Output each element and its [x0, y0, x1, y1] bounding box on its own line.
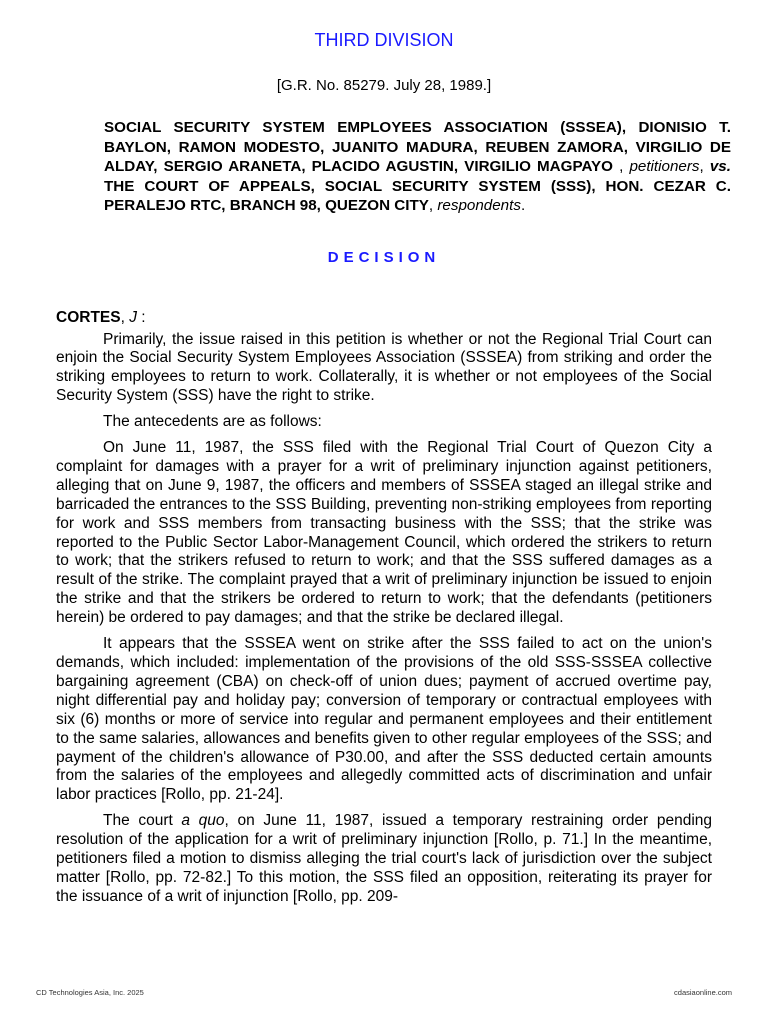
respondents-names: THE COURT OF APPEALS, SOCIAL SECURITY SYSTEM (SSS), HON. CEZAR C. PERALEJO RTC, BRANCH 98, QUEZON CITY [104, 177, 731, 214]
petitioners-names: SOCIAL SECURITY SYSTEM EMPLOYEES ASSOCIATION (SSSEA), DIONISIO T. BAYLON, RAMON MODESTO, JUANITO MADURA, REUBEN ZAMORA, VIRGILIO DE ALDAY, SERGIO ARANETA, PLACIDO AGUSTIN, VIRGILIO MAGPAYO [104, 119, 731, 175]
judge-title: J [129, 308, 137, 326]
case-number: [G.R. No. 85279. July 28, 1989.] [276, 77, 492, 94]
judge-name: CORTES [56, 308, 121, 326]
ponente: CORTES, J : [56, 308, 146, 326]
footer-copyright: CD Technologies Asia, Inc. 2025 [36, 988, 144, 997]
case-parties: SOCIAL SECURITY SYSTEM EMPLOYEES ASSOCIATION (SSSEA), DIONISIO T. BAYLON, RAMON MODESTO, JUANITO MADURA, REUBEN ZAMORA, VIRGILIO DE ALDAY, SERGIO ARANETA, PLACIDO AGUSTIN, VIRGILIO MAGPAYO , petitioners, vs. THE COURT OF APPEALS, SOCIAL SECURITY SYSTEM (SSS), HON. CEZAR C. PERALEJO RTC, BRANCH 98, QUEZON CITY, respondents. [104, 119, 731, 214]
paragraph-issue: Primarily, the issue raised in this petition is whether or not the Regional Trial Court can enjoin the Social Security System Employees Association (SSSEA) from striking and order the striking employees to return to work. Collaterally, it is whether or not employees of the Social Security System (SSS) have the right to strike. [56, 330, 712, 405]
document-page [56, 30, 731, 907]
versus-label: vs. [709, 158, 731, 175]
paragraph-complaint: On June 11, 1987, the SSS filed with the Regional Trial Court of Quezon City a complaint for damages with a prayer for a writ of preliminary injunction against petitioners, alleging that on June 9, 1987, the officers and members of SSSEA staged an illegal strike and barricaded the entrances to the SSS Building, preventing non-striking employees from reporting for work and SSS members from transacting business with the SSS; that the strike was reported to the Public Sector Labor-Management Council, which ordered the strikers to return to work; that the strikers refused to return to work; and that the SSS suffered damages as a result of the strike. The complaint prayed that a writ of preliminary injunction be issued to enjoin the strike and that the strikers be ordered to return to work; that the defendants (petitioners herein) be ordered to pay damages; and that the strike be declared illegal. [56, 439, 712, 627]
footer-website: cdasiaonline.com [674, 988, 732, 997]
paragraph-antecedents: The antecedents are as follows: [103, 413, 322, 431]
decision-heading: DECISION [327, 248, 441, 266]
respondents-label: respondents [437, 197, 521, 214]
petitioners-label: petitioners [629, 158, 700, 175]
division-heading: THIRD DIVISION [314, 30, 454, 50]
paragraph-strike: It appears that the SSSEA went on strike after the SSS failed to act on the union's demands, which included: implementation of the provisions of the old SSS-SSSEA collective bargaining agreement (CBA) on check-off of union dues; payment of accrued overtime pay, night differential pay and holiday pay; conversion of temporary or contractual employees with six (6) months or more of service into regular and permanent employees and their entitlement to the same salaries, allowances and benefits given to other regular employees of the SSS; and payment of the children's allowance of P30.00, and after the SSS deducted certain amounts from the salaries of the employees and allegedly committed acts of discrimination and unfair labor practices [Rollo, pp. 21-24]. [56, 635, 712, 804]
paragraph-court-a-quo: The court a quo, on June 11, 1987, issued a temporary restraining order pending resolution of the application for a writ of preliminary injunction [Rollo, p. 71.] In the meantime, petitioners filed a motion to dismiss alleging the trial court's lack of jurisdiction over the subject matter [Rollo, pp. 72-82.] To this motion, the SSS filed an opposition, reiterating its prayer for the issuance of a writ of injunction [Rollo, pp. 209- [56, 812, 713, 905]
